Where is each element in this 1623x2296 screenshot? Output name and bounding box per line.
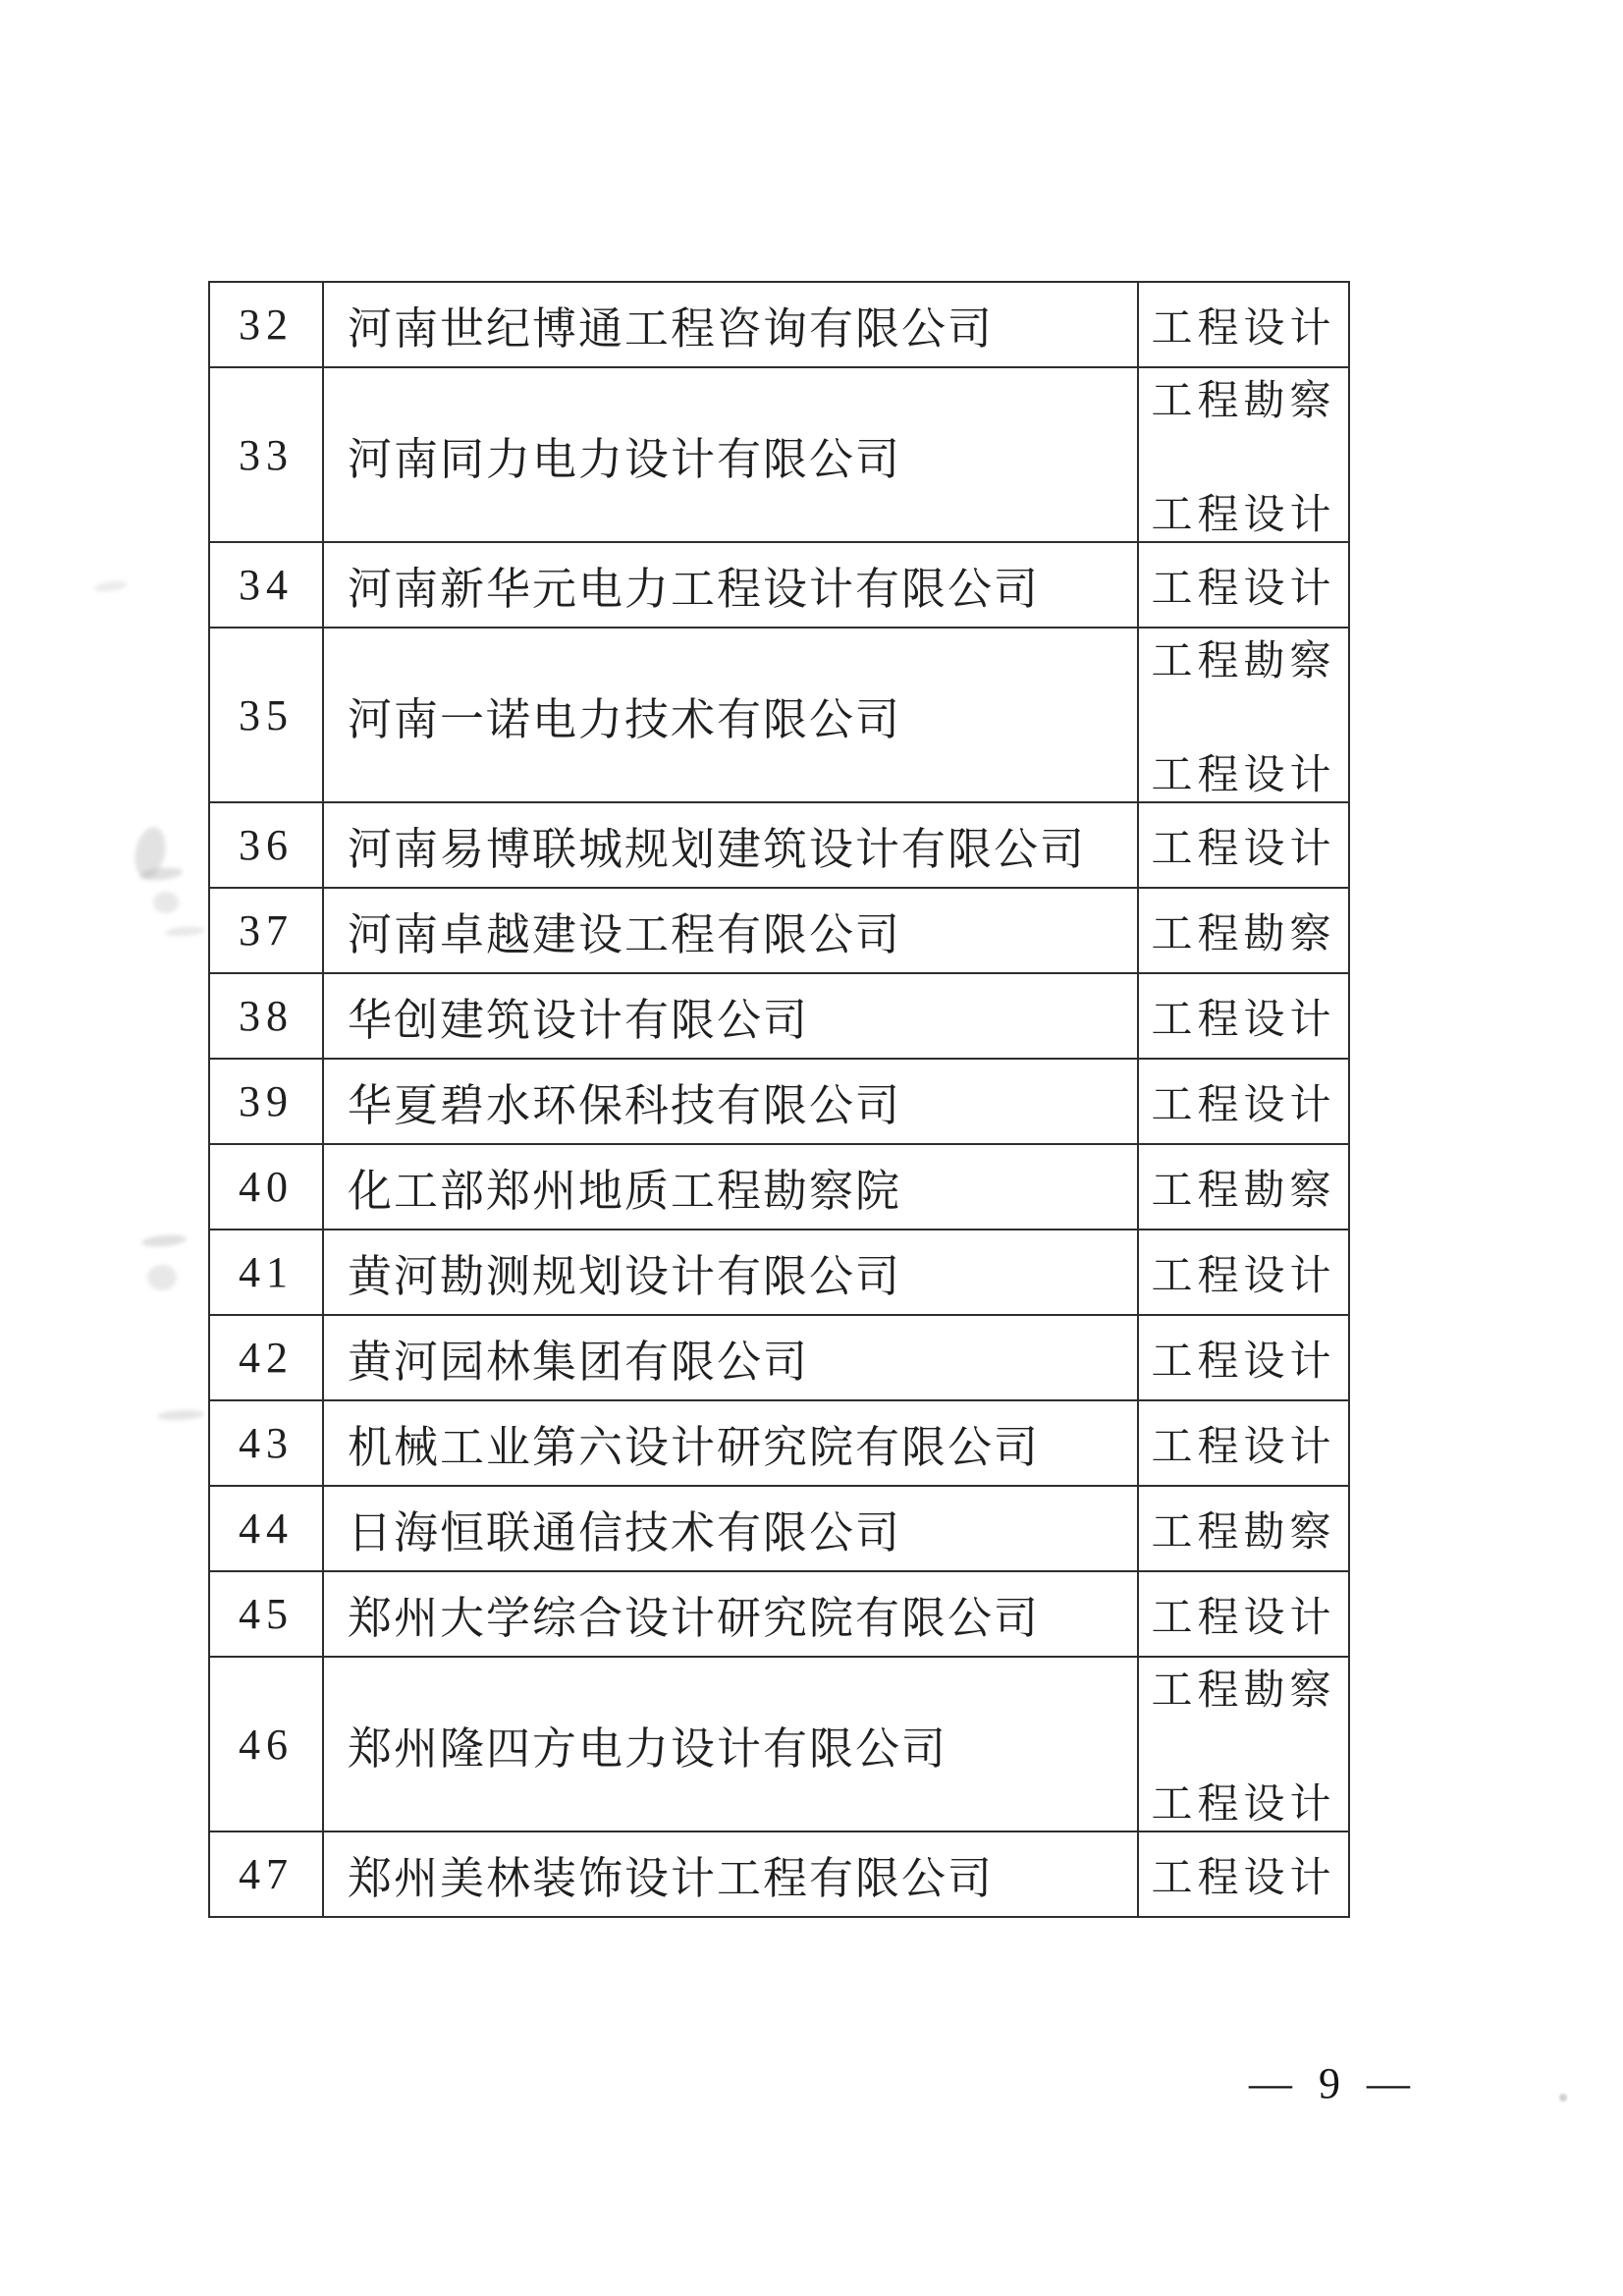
company-name-cell: 黄河园林集团有限公司: [323, 1315, 1138, 1400]
qualification-stack: [1139, 816, 1348, 875]
qualification-label: 工程勘察: [1151, 911, 1336, 957]
row-number-cell: 44: [209, 1486, 323, 1571]
qualification-label: 工程勘察: [1151, 1509, 1336, 1556]
company-name-cell: 机械工业第六设计研究院有限公司: [323, 1400, 1138, 1486]
qualification-cell: [1138, 888, 1349, 973]
qualification-cell: [1138, 1400, 1349, 1486]
qualification-label: 工程勘察: [1151, 379, 1336, 424]
company-name-cell: 郑州美林装饰设计工程有限公司: [323, 1831, 1138, 1917]
qualification-label: 工程设计: [1151, 1855, 1336, 1901]
qualification-cell: [1138, 1831, 1349, 1917]
company-name-cell: 化工部郑州地质工程勘察院: [323, 1144, 1138, 1230]
row-number-cell: 35: [209, 628, 323, 802]
table-row: [209, 1831, 1349, 1917]
table-row: [209, 1571, 1349, 1657]
qualification-stack: [1139, 1158, 1348, 1217]
qualification-label: 工程设计: [1151, 1595, 1336, 1641]
scan-artifact: [165, 926, 205, 938]
row-number-cell: 47: [209, 1831, 323, 1917]
qualification-cell: [1138, 282, 1349, 367]
table-row: [209, 1315, 1349, 1400]
company-name-cell: 河南新华元电力工程设计有限公司: [323, 542, 1138, 628]
row-number-cell: 46: [209, 1657, 323, 1831]
table-row: [209, 1059, 1349, 1144]
company-name-cell: 日海恒联通信技术有限公司: [323, 1486, 1138, 1571]
company-name-cell: 华夏碧水环保科技有限公司: [323, 1059, 1138, 1144]
row-number-cell: 34: [209, 542, 323, 628]
qualification-cell: [1138, 973, 1349, 1059]
scan-artifact: [147, 1265, 177, 1290]
qualification-cell: [1138, 1230, 1349, 1315]
company-table-body: [209, 282, 1349, 1917]
row-number-cell: 42: [209, 1315, 323, 1400]
qualification-cell: [1138, 628, 1349, 802]
qualification-cell: [1138, 1571, 1349, 1657]
company-name-cell: 河南易博联城规划建筑设计有限公司: [323, 802, 1138, 888]
row-number-cell: 32: [209, 282, 323, 367]
qualification-cell: [1138, 802, 1349, 888]
qualification-label: 工程设计: [1151, 305, 1336, 352]
qualification-label: 工程设计: [1151, 1782, 1336, 1828]
qualification-label: 工程设计: [1151, 566, 1336, 612]
company-name-cell: 郑州隆四方电力设计有限公司: [323, 1657, 1138, 1831]
qualification-cell: [1138, 1315, 1349, 1400]
scan-artifact: [153, 892, 179, 913]
qualification-label: 工程勘察: [1151, 639, 1336, 684]
table-row: [209, 888, 1349, 973]
qualification-cell: [1138, 1657, 1349, 1831]
qualification-stack: [1139, 629, 1348, 801]
scan-artifact: [1559, 2094, 1567, 2102]
table-row: [209, 973, 1349, 1059]
qualification-stack: [1139, 1243, 1348, 1302]
qualification-label: 工程设计: [1151, 1339, 1336, 1385]
company-name-cell: 河南一诺电力技术有限公司: [323, 628, 1138, 802]
company-name-cell: 河南世纪博通工程咨询有限公司: [323, 282, 1138, 367]
page-number: — 9 —: [1249, 2059, 1418, 2107]
qualification-stack: [1139, 987, 1348, 1046]
qualification-stack: [1139, 1414, 1348, 1473]
qualification-stack: [1139, 902, 1348, 960]
table-row: [209, 367, 1349, 542]
company-name-cell: 华创建筑设计有限公司: [323, 973, 1138, 1059]
qualification-label: 工程设计: [1151, 997, 1336, 1043]
table-row: [209, 1657, 1349, 1831]
scan-artifact: [157, 1409, 204, 1421]
qualification-stack: [1139, 1845, 1348, 1904]
qualification-label: 工程勘察: [1151, 1668, 1336, 1714]
company-name-cell: 郑州大学综合设计研究院有限公司: [323, 1571, 1138, 1657]
qualification-stack: [1139, 368, 1348, 541]
qualification-cell: [1138, 367, 1349, 542]
qualification-cell: [1138, 1486, 1349, 1571]
qualification-stack: [1139, 296, 1348, 355]
row-number-cell: 45: [209, 1571, 323, 1657]
qualification-stack: [1139, 1329, 1348, 1388]
table-row: [209, 542, 1349, 628]
qualification-cell: [1138, 1059, 1349, 1144]
company-name-cell: 河南卓越建设工程有限公司: [323, 888, 1138, 973]
row-number-cell: 40: [209, 1144, 323, 1230]
row-number-cell: 43: [209, 1400, 323, 1486]
row-number-cell: 33: [209, 367, 323, 542]
table-row: [209, 282, 1349, 367]
table-row: [209, 802, 1349, 888]
row-number-cell: 41: [209, 1230, 323, 1315]
qualification-label: 工程设计: [1151, 1424, 1336, 1470]
company-name-cell: 河南同力电力设计有限公司: [323, 367, 1138, 542]
scan-artifact: [93, 579, 128, 594]
qualification-label: 工程设计: [1151, 1082, 1336, 1128]
row-number-cell: 36: [209, 802, 323, 888]
row-number-cell: 39: [209, 1059, 323, 1144]
table-row: [209, 628, 1349, 802]
qualification-cell: [1138, 1144, 1349, 1230]
qualification-stack: [1139, 1072, 1348, 1131]
qualification-stack: [1139, 1500, 1348, 1558]
qualification-label: 工程设计: [1151, 1253, 1336, 1299]
qualification-label: 工程设计: [1151, 826, 1336, 872]
scan-artifact: [141, 1233, 188, 1248]
qualification-label: 工程设计: [1151, 753, 1336, 798]
table-row: [209, 1400, 1349, 1486]
qualification-cell: [1138, 542, 1349, 628]
qualification-stack: [1139, 1585, 1348, 1644]
qualification-stack: [1139, 1658, 1348, 1831]
table-row: [209, 1144, 1349, 1230]
table-row: [209, 1486, 1349, 1571]
qualification-label: 工程勘察: [1151, 1168, 1336, 1214]
qualification-label: 工程设计: [1151, 493, 1336, 538]
row-number-cell: 37: [209, 888, 323, 973]
qualification-stack: [1139, 556, 1348, 615]
table-row: [209, 1230, 1349, 1315]
row-number-cell: 38: [209, 973, 323, 1059]
company-name-cell: 黄河勘测规划设计有限公司: [323, 1230, 1138, 1315]
qualification-table: [208, 281, 1350, 1918]
